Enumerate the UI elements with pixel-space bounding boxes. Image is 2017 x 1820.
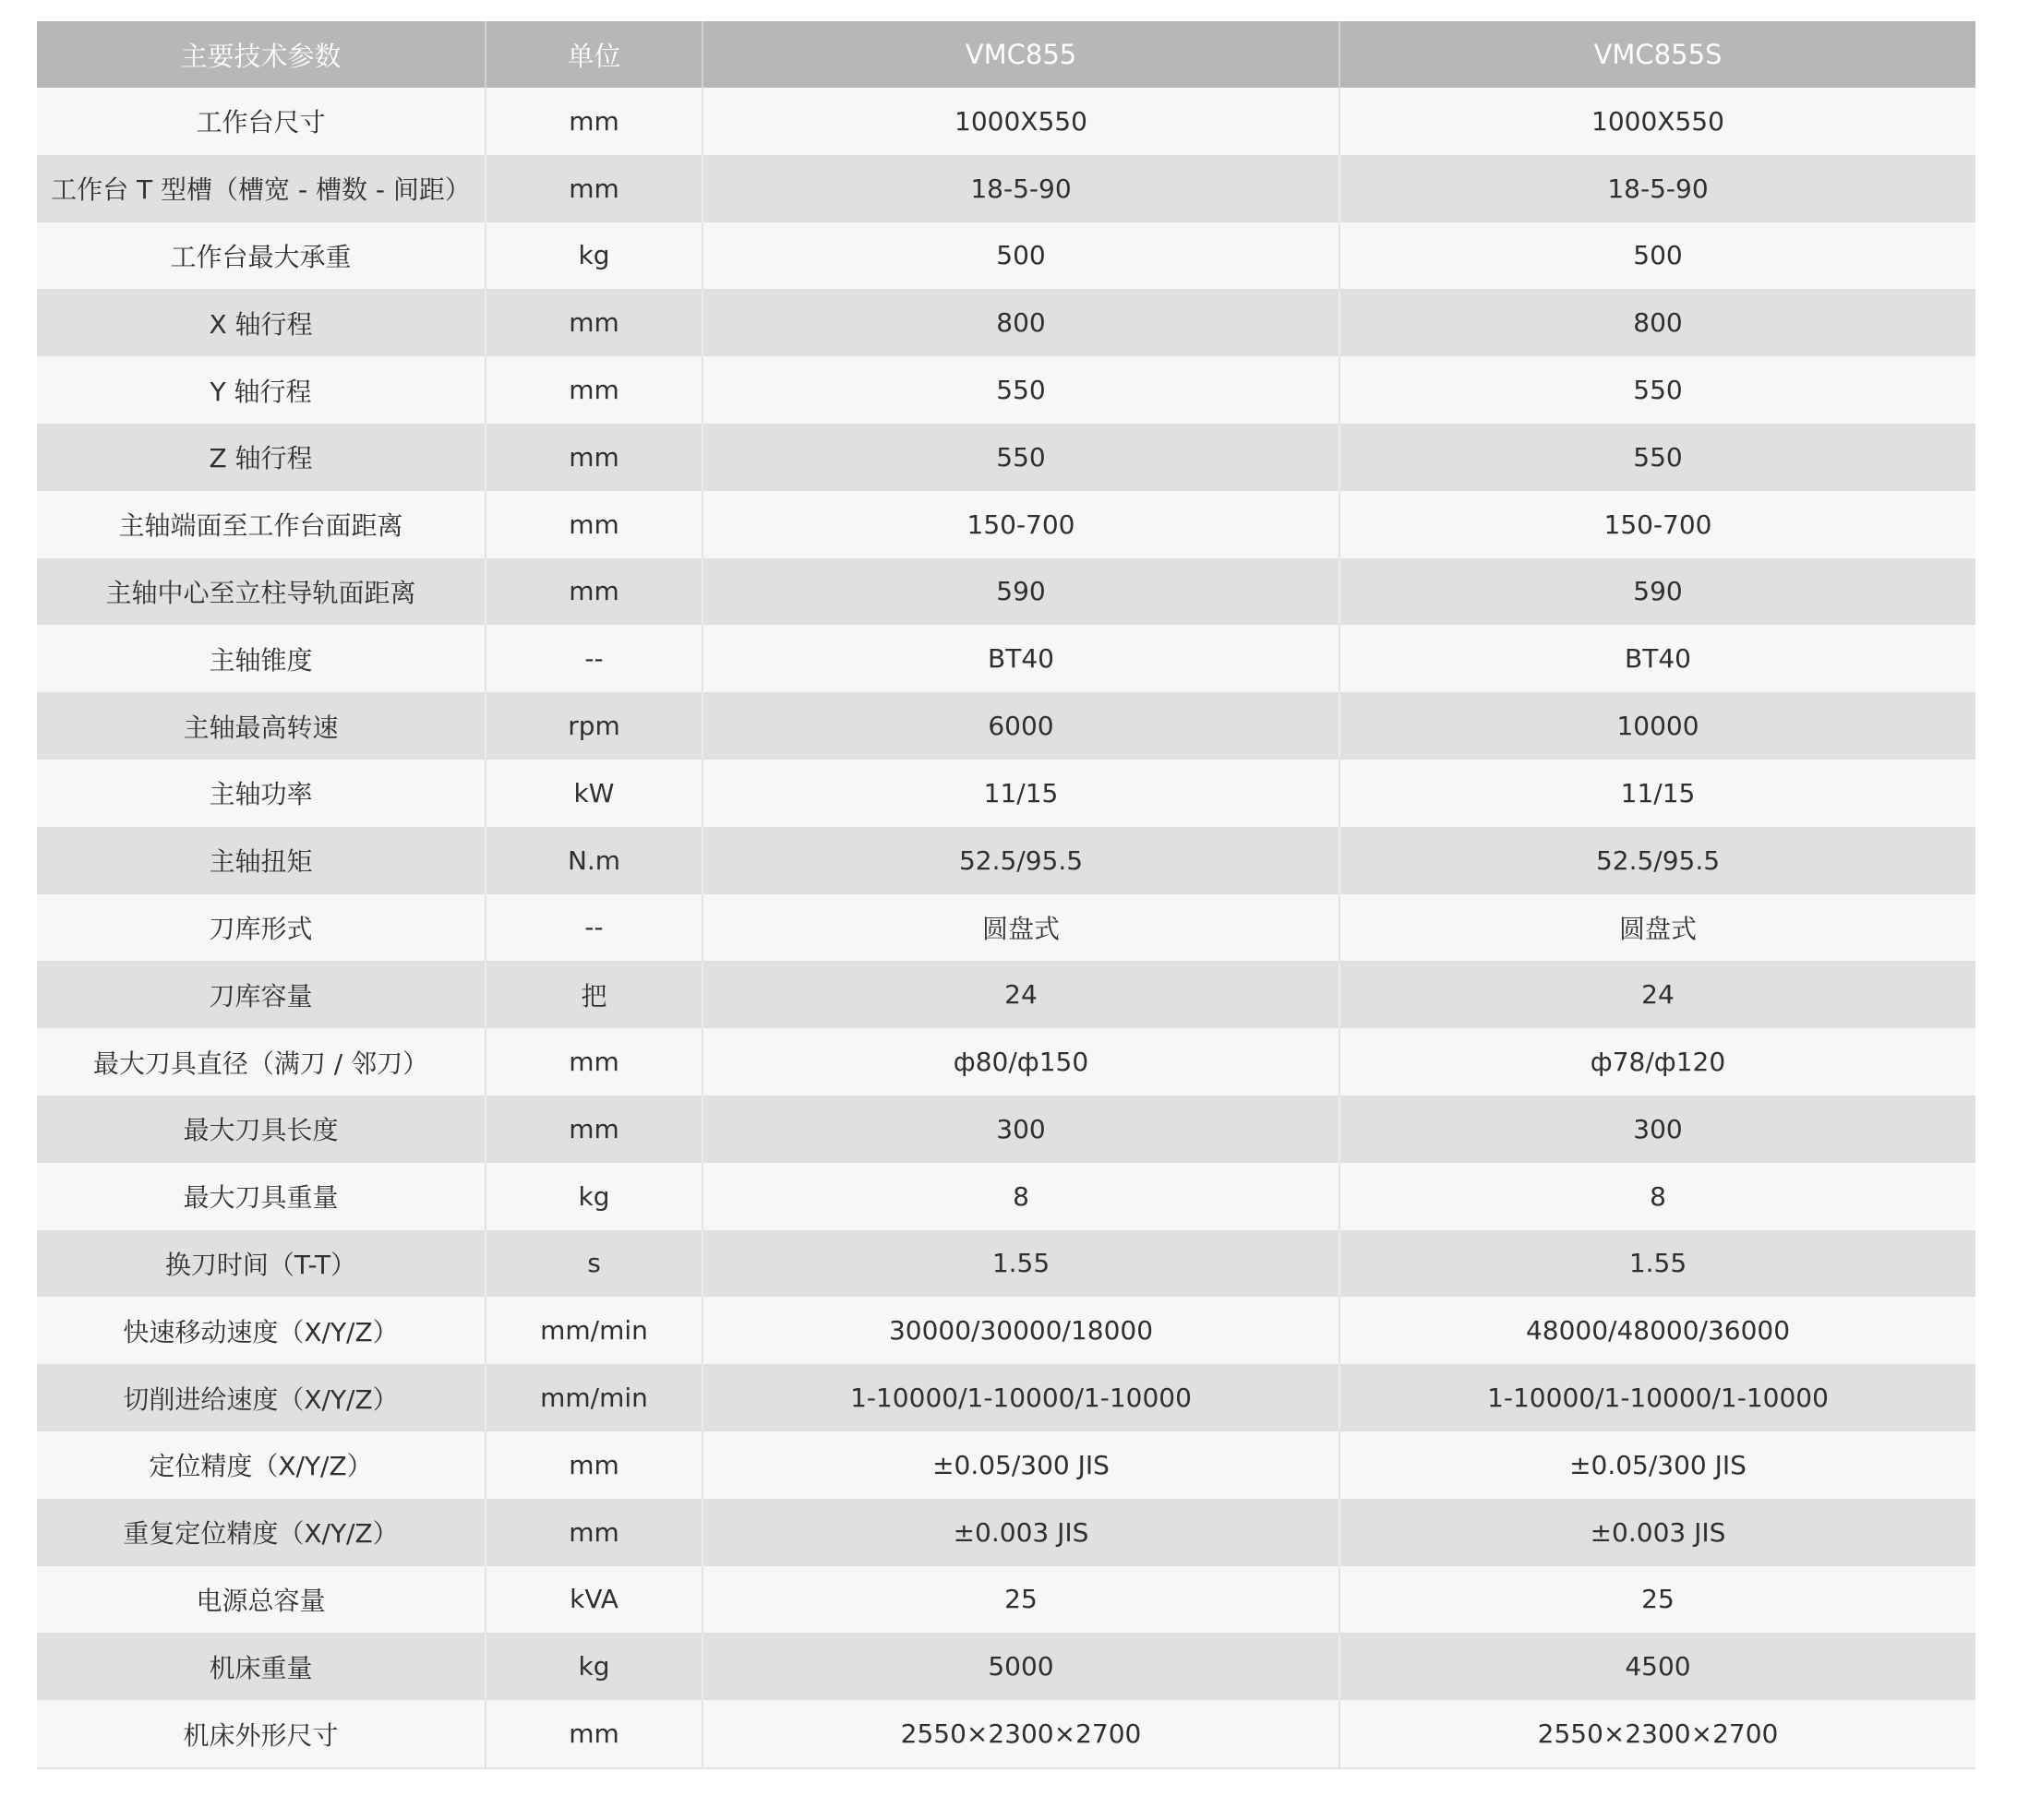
value-vmc855: 18-5-90 <box>702 155 1339 222</box>
value-vmc855s: 1000X550 <box>1339 88 1975 155</box>
table-row <box>37 1230 1975 1298</box>
unit: kg <box>486 1163 702 1230</box>
value-vmc855s: ±0.003 JIS <box>1339 1499 1975 1566</box>
parameter-name: 主轴功率 <box>37 760 486 827</box>
table-row <box>37 558 1975 626</box>
table-row <box>37 760 1975 827</box>
value-vmc855: 30000/30000/18000 <box>702 1297 1339 1364</box>
value-vmc855: 500 <box>702 222 1339 290</box>
value-vmc855: 5000 <box>702 1633 1339 1700</box>
unit: mm <box>486 289 702 356</box>
parameter-name: 刀库容量 <box>37 961 486 1028</box>
spec-table-body <box>37 88 1975 1768</box>
unit: -- <box>486 625 702 692</box>
value-vmc855: 52.5/95.5 <box>702 827 1339 894</box>
unit: s <box>486 1230 702 1298</box>
value-vmc855s: 52.5/95.5 <box>1339 827 1975 894</box>
value-vmc855: 800 <box>702 289 1339 356</box>
value-vmc855s: 500 <box>1339 222 1975 290</box>
header-parameter: 主要技术参数 <box>37 21 486 88</box>
parameter-name: 主轴最高转速 <box>37 692 486 760</box>
parameter-name: 最大刀具重量 <box>37 1163 486 1230</box>
parameter-name: 工作台 T 型槽（槽宽 - 槽数 - 间距） <box>37 155 486 222</box>
table-row <box>37 827 1975 894</box>
spec-table-container <box>37 21 1975 1769</box>
unit: mm/min <box>486 1364 702 1431</box>
parameter-name: 最大刀具长度 <box>37 1096 486 1163</box>
value-vmc855: 25 <box>702 1566 1339 1634</box>
parameter-name: 主轴扭矩 <box>37 827 486 894</box>
unit: -- <box>486 894 702 962</box>
table-row <box>37 1297 1975 1364</box>
table-row <box>37 692 1975 760</box>
value-vmc855: 1.55 <box>702 1230 1339 1298</box>
unit: mm <box>486 491 702 558</box>
parameter-name: 工作台最大承重 <box>37 222 486 290</box>
table-row <box>37 289 1975 356</box>
unit: mm <box>486 155 702 222</box>
unit: mm <box>486 356 702 424</box>
header-unit: 单位 <box>486 21 702 88</box>
parameter-name: 电源总容量 <box>37 1566 486 1634</box>
unit: mm <box>486 88 702 155</box>
unit: mm <box>486 558 702 626</box>
value-vmc855s: BT40 <box>1339 625 1975 692</box>
unit: kg <box>486 1633 702 1700</box>
value-vmc855: 11/15 <box>702 760 1339 827</box>
value-vmc855: ф80/ф150 <box>702 1028 1339 1096</box>
value-vmc855: ±0.003 JIS <box>702 1499 1339 1566</box>
parameter-name: 机床重量 <box>37 1633 486 1700</box>
unit: kVA <box>486 1566 702 1634</box>
value-vmc855: 2550×2300×2700 <box>702 1700 1339 1768</box>
parameter-name: 换刀时间（T-T） <box>37 1230 486 1298</box>
value-vmc855: 150-700 <box>702 491 1339 558</box>
value-vmc855s: 1.55 <box>1339 1230 1975 1298</box>
value-vmc855s: ф78/ф120 <box>1339 1028 1975 1096</box>
unit: mm <box>486 1700 702 1768</box>
unit: kW <box>486 760 702 827</box>
parameter-name: 机床外形尺寸 <box>37 1700 486 1768</box>
value-vmc855s: 150-700 <box>1339 491 1975 558</box>
table-row <box>37 1431 1975 1499</box>
parameter-name: 最大刀具直径（满刀 / 邻刀） <box>37 1028 486 1096</box>
table-row <box>37 1096 1975 1163</box>
value-vmc855s: 48000/48000/36000 <box>1339 1297 1975 1364</box>
value-vmc855: 24 <box>702 961 1339 1028</box>
value-vmc855s: ±0.05/300 JIS <box>1339 1431 1975 1499</box>
table-row <box>37 1499 1975 1566</box>
unit: mm <box>486 1096 702 1163</box>
value-vmc855: 6000 <box>702 692 1339 760</box>
parameter-name: X 轴行程 <box>37 289 486 356</box>
value-vmc855: 8 <box>702 1163 1339 1230</box>
unit: mm <box>486 1028 702 1096</box>
parameter-name: 工作台尺寸 <box>37 88 486 155</box>
value-vmc855s: 11/15 <box>1339 760 1975 827</box>
value-vmc855s: 圆盘式 <box>1339 894 1975 962</box>
header-model-vmc855: VMC855 <box>702 21 1339 88</box>
parameter-name: 刀库形式 <box>37 894 486 962</box>
table-row <box>37 1700 1975 1768</box>
parameter-name: 快速移动速度（X/Y/Z） <box>37 1297 486 1364</box>
unit: rpm <box>486 692 702 760</box>
value-vmc855: 1000X550 <box>702 88 1339 155</box>
table-row <box>37 1028 1975 1096</box>
table-row <box>37 155 1975 222</box>
value-vmc855s: 24 <box>1339 961 1975 1028</box>
unit: mm <box>486 424 702 491</box>
value-vmc855: 550 <box>702 424 1339 491</box>
unit: mm <box>486 1499 702 1566</box>
value-vmc855: 300 <box>702 1096 1339 1163</box>
value-vmc855s: 300 <box>1339 1096 1975 1163</box>
table-row <box>37 356 1975 424</box>
table-row <box>37 1163 1975 1230</box>
value-vmc855: 550 <box>702 356 1339 424</box>
spec-table <box>37 21 1975 1769</box>
value-vmc855s: 25 <box>1339 1566 1975 1634</box>
value-vmc855s: 8 <box>1339 1163 1975 1230</box>
value-vmc855: BT40 <box>702 625 1339 692</box>
table-row <box>37 625 1975 692</box>
table-row <box>37 894 1975 962</box>
parameter-name: 定位精度（X/Y/Z） <box>37 1431 486 1499</box>
parameter-name: 切削进给速度（X/Y/Z） <box>37 1364 486 1431</box>
table-row <box>37 424 1975 491</box>
parameter-name: 主轴锥度 <box>37 625 486 692</box>
value-vmc855: 1-10000/1-10000/1-10000 <box>702 1364 1339 1431</box>
value-vmc855: 圆盘式 <box>702 894 1339 962</box>
unit: 把 <box>486 961 702 1028</box>
table-row <box>37 961 1975 1028</box>
unit: mm/min <box>486 1297 702 1364</box>
table-row <box>37 1364 1975 1431</box>
table-row <box>37 1633 1975 1700</box>
header-model-vmc855s: VMC855S <box>1339 21 1975 88</box>
table-row <box>37 88 1975 155</box>
spec-table-header <box>37 21 1975 88</box>
unit: N.m <box>486 827 702 894</box>
value-vmc855s: 1-10000/1-10000/1-10000 <box>1339 1364 1975 1431</box>
value-vmc855s: 590 <box>1339 558 1975 626</box>
value-vmc855: 590 <box>702 558 1339 626</box>
unit: kg <box>486 222 702 290</box>
parameter-name: Y 轴行程 <box>37 356 486 424</box>
value-vmc855s: 18-5-90 <box>1339 155 1975 222</box>
value-vmc855: ±0.05/300 JIS <box>702 1431 1339 1499</box>
value-vmc855s: 550 <box>1339 356 1975 424</box>
parameter-name: 主轴端面至工作台面距离 <box>37 491 486 558</box>
value-vmc855s: 10000 <box>1339 692 1975 760</box>
value-vmc855s: 800 <box>1339 289 1975 356</box>
parameter-name: Z 轴行程 <box>37 424 486 491</box>
parameter-name: 主轴中心至立柱导轨面距离 <box>37 558 486 626</box>
table-row <box>37 1566 1975 1634</box>
parameter-name: 重复定位精度（X/Y/Z） <box>37 1499 486 1566</box>
unit: mm <box>486 1431 702 1499</box>
table-row <box>37 491 1975 558</box>
table-row <box>37 222 1975 290</box>
value-vmc855s: 550 <box>1339 424 1975 491</box>
value-vmc855s: 4500 <box>1339 1633 1975 1700</box>
value-vmc855s: 2550×2300×2700 <box>1339 1700 1975 1768</box>
header-row <box>37 21 1975 88</box>
